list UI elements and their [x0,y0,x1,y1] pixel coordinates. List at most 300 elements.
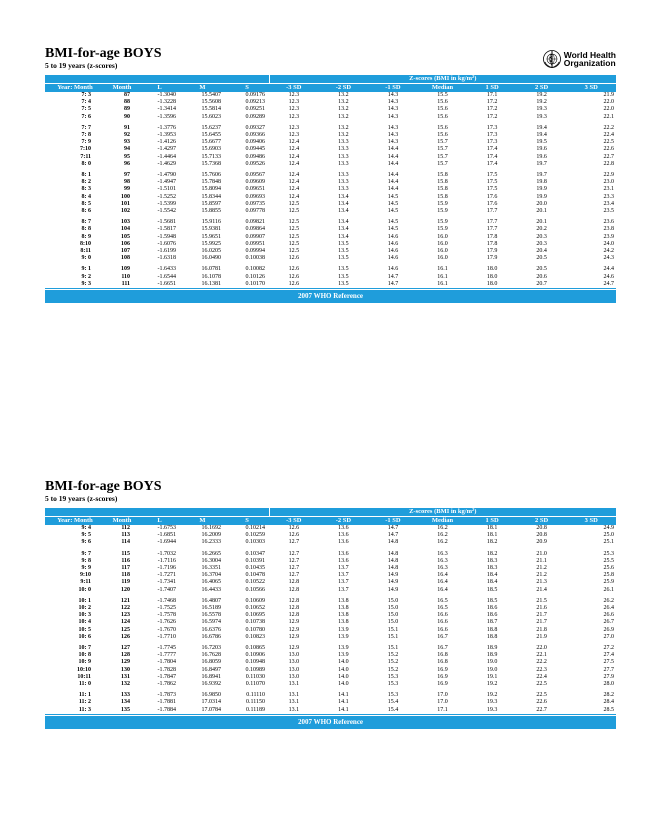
col-month-cell: 98 [124,179,130,186]
col-l-cell: -1.7745 [157,645,176,652]
col-m-cell: 15.7848 [201,179,221,186]
table-footer: 2007 WHO Reference [45,290,616,303]
col-year-month-cell: 7: 8 [81,132,91,139]
col-minus3sd-cell: 12.3 [288,92,300,98]
table-row [45,106,616,113]
col-minus1sd-cell: 14.3 [387,99,399,106]
col-1sd-cell: 18.2 [486,539,498,546]
col-3sd-cell: 24.4 [603,266,614,273]
col-3sd-cell: 21.9 [603,92,614,98]
table-row [45,619,616,626]
col-2sd-cell: 21.0 [536,550,547,557]
col-2sd-cell: 21.7 [536,619,547,626]
col-year-month-cell: 8:11 [80,248,91,255]
col-3sd-cell: 28.2 [603,692,614,699]
col-s-cell: 0.10652 [245,605,266,612]
col-3sd-cell: 24.2 [603,248,614,255]
col-year-month-cell: 8: 8 [81,226,91,233]
col-median-cell: 15.9 [437,200,448,207]
col-1sd-cell: 17.5 [486,179,498,186]
col-median-cell: 16.8 [437,659,448,666]
col-year-month-cell: 9: 6 [81,539,91,546]
col-median-cell: 15.9 [437,219,448,226]
col-s-cell: 0.11070 [245,681,266,688]
col-2sd-cell: 22.5 [536,692,547,699]
col-minus2sd-cell: 13.8 [338,605,349,612]
col-median-cell: 15.6 [437,113,448,120]
col-month-cell: 135 [105,707,139,715]
table-row [45,692,616,699]
col-2sd-cell: 22.3 [536,666,547,673]
col-minus2sd-cell: 13.3 [338,139,349,146]
col-minus3sd-cell: 12.8 [288,605,300,612]
col-minus1sd-cell: 15.1 [387,626,399,633]
table-row [45,674,616,681]
col-median-cell: 17.1 [418,707,468,715]
col-l-cell: -1.6318 [157,255,176,262]
col-median-cell: 17.0 [437,699,448,706]
col-2sd-cell: 21.4 [536,586,547,593]
table-row [45,266,616,273]
col-2sd-cell: 22.4 [536,673,547,680]
table-row [45,139,616,146]
table-footer: 2007 WHO Reference [45,716,616,729]
col-m-cell: 16.0781 [201,266,221,273]
col-s-cell: 0.11150 [245,699,266,706]
table-row [45,234,616,241]
col-3sd-cell: 23.1 [603,186,614,193]
col-minus3sd-cell: 12.7 [288,539,300,546]
col-minus2sd-cell: 14.0 [338,673,349,680]
col-median-cell: 16.6 [437,612,448,619]
col-minus3sd-cell: 13.1 [288,692,300,699]
col-minus3sd-cell: 12.6 [288,255,300,262]
col-2sd-cell: 20.7 [517,281,567,289]
col-2sd-cell: 21.2 [536,565,547,572]
col-month-cell: 113 [121,532,130,539]
col-3sd-cell: 25.3 [603,550,614,557]
col-minus1sd-cell: 14.4 [387,186,399,193]
col-year-month-cell: 9: 2 [81,273,91,280]
col-minus3sd-cell: 12.8 [288,586,300,593]
col-s-cell: 0.10522 [245,579,266,586]
col-3sd-cell: 25.5 [603,557,614,564]
col-median-cell: 15.6 [437,99,448,106]
col-minus1sd-cell: 14.5 [387,208,399,215]
col-3sd-header: 3 SD [566,84,616,93]
col-m-cell: 15.6237 [201,124,221,131]
table-row [45,634,616,641]
col-1sd-cell: 18.9 [486,645,498,652]
col-3sd-cell: 26.9 [603,626,614,633]
col-1sd-cell: 18.5 [486,597,498,604]
col-l-cell: -1.7873 [157,692,176,699]
col-3sd-cell: 23.0 [603,179,614,186]
col-1sd-cell: 17.8 [486,240,498,247]
col-median-cell: 16.5 [437,597,448,604]
col-l-cell: -1.7271 [157,572,176,579]
col-year-month-cell: 9: 5 [81,532,91,539]
col-minus1sd-cell: 14.8 [387,557,399,564]
col-median-cell: 16.0 [437,248,448,255]
col-minus1sd-cell: 15.0 [387,597,399,604]
col-2sd-cell: 20.1 [536,208,547,215]
col-minus1sd-cell: 14.7 [368,281,418,289]
col-3sd-cell: 26.1 [603,586,614,593]
col-minus1sd-cell: 15.2 [387,666,399,673]
col-2sd-cell: 20.3 [536,233,547,240]
col-s-cell: 0.09693 [245,193,266,200]
col-year-month-cell: 11: 2 [78,699,91,706]
col-minus2sd-cell: 13.4 [338,226,349,233]
col-3sd-cell: 22.7 [603,153,614,160]
col-2sd-cell: 19.4 [536,132,547,139]
col-minus3sd-cell: 12.3 [288,124,300,131]
col-year-month-cell: 8: 1 [81,172,91,179]
col-minus3sd-cell: 12.9 [288,626,300,633]
col-minus2sd-cell: 13.2 [338,92,349,98]
logo-line-2: Organization [563,58,616,68]
col-1sd-cell: 17.7 [486,226,498,233]
col-month-cell: 124 [121,619,130,626]
col-minus2sd-cell: 13.8 [338,612,349,619]
col-1sd-cell: 18.0 [486,273,498,280]
col-median-cell: 16.0 [437,240,448,247]
col-m-cell: 16.9392 [201,681,221,688]
col-minus3sd-cell: 12.5 [288,248,300,255]
col-l-cell: -1.7196 [157,565,176,572]
col-minus1sd-cell: 15.2 [387,652,399,659]
col-s-cell: 0.11110 [246,692,266,699]
col-year-month-cell: 10: 8 [78,652,91,659]
table-row [45,219,616,226]
col-minus1sd-cell: 15.0 [387,612,399,619]
col-year-month-cell: 9: 7 [81,550,91,557]
col-2sd-cell: 19.5 [536,139,547,146]
col-s-cell: 0.09907 [245,233,266,240]
col-1sd-cell: 17.6 [486,200,498,207]
col-month-cell: 108 [121,255,130,262]
col-year-month-cell: 9: 9 [81,565,91,572]
col-l-cell: -1.3953 [157,132,176,139]
table-row [45,186,616,193]
col-month-cell: 121 [121,597,130,604]
bmi-table [45,75,616,289]
col-minus3sd-cell: 12.8 [288,579,300,586]
col-month-cell: 120 [121,586,130,593]
col-m-cell: 16.0490 [201,255,221,262]
col-1sd-cell: 17.8 [486,233,498,240]
col-3sd-cell: 24.0 [603,240,614,247]
col-minus3sd-cell: 12.9 [288,619,300,626]
col-minus1sd-cell: 14.6 [387,240,399,247]
col-minus3sd-cell: 13.0 [288,673,300,680]
col-minus2sd-cell: 13.4 [338,193,349,200]
col-1sd-cell: 17.1 [486,92,498,98]
col-1sd-cell: 17.9 [486,248,498,255]
col-minus2sd-cell: 13.8 [338,597,349,604]
col-year-month-header: Year: Month [45,517,105,526]
table-row [45,539,616,546]
col-l-cell: -1.5252 [157,193,176,200]
col-l-cell: -1.5681 [157,219,176,226]
col-minus1sd-cell: 14.8 [387,565,399,572]
col-median-cell: 16.8 [437,652,448,659]
col-1sd-cell: 18.6 [486,612,498,619]
table-row [45,248,616,255]
col-2sd-cell: 19.8 [536,179,547,186]
col-month-cell: 130 [121,666,130,673]
col-minus1sd-cell: 15.2 [387,659,399,666]
bmi-table [45,508,616,715]
col-1sd-header: 1 SD [467,517,517,526]
col-median-cell: 16.1 [437,273,448,280]
col-minus1sd-cell: 14.6 [387,266,399,273]
col-3sd-cell: 24.6 [603,273,614,280]
col-l-cell: -1.3228 [157,99,176,106]
col-year-month-cell: 7:10 [80,146,91,153]
col-month-cell: 123 [121,612,130,619]
col-month-cell: 132 [121,681,130,688]
col-1sd-cell: 17.7 [486,208,498,215]
col-month-cell: 134 [121,699,130,706]
col-3sd-cell: 25.1 [603,539,614,546]
col-1sd-cell: 18.0 [486,266,498,273]
col-minus2sd-cell: 13.7 [338,586,349,593]
col-year-month-cell: 10: 4 [78,619,91,626]
col-month-cell: 101 [121,200,130,207]
col-2sd-cell: 19.6 [536,146,547,153]
col-minus2sd-cell: 13.9 [338,626,349,633]
col-minus2sd-cell: 13.6 [338,532,349,539]
col-m-cell: 16.2009 [201,532,221,539]
col-m-cell: 16.7203 [201,645,221,652]
col-l-cell: -1.4126 [157,139,176,146]
col-minus2sd-header: -2 SD [319,84,369,93]
col-m-cell: 15.7606 [201,172,221,179]
col-minus1sd-cell: 15.4 [368,707,418,715]
col-l-cell: -1.6076 [157,240,176,247]
col-month-header: Month [105,517,139,526]
col-s-cell: 0.09821 [245,219,266,226]
col-minus1sd-cell: 14.7 [387,532,399,539]
col-s-cell: 0.10170 [225,281,269,289]
col-minus1sd-cell: 14.4 [387,146,399,153]
col-median-cell: 15.7 [437,146,448,153]
col-year-month-cell: 8: 4 [81,193,91,200]
col-2sd-cell: 21.8 [536,626,547,633]
col-l-cell: -1.3040 [157,92,176,98]
col-median-cell: 17.0 [437,692,448,699]
col-month-cell: 103 [121,219,130,226]
col-minus3sd-header: -3 SD [269,84,319,93]
col-m-cell: 16.8941 [201,673,221,680]
col-s-cell: 0.10948 [245,659,266,666]
col-l-cell: -1.7525 [157,605,176,612]
col-minus3sd-cell: 12.4 [288,172,300,179]
col-month-cell: 110 [121,273,130,280]
zscores-header: Z-scores (BMI in $kg/m^2$) [269,75,616,84]
col-minus3sd-cell: 12.3 [288,132,300,139]
col-minus1sd-cell: 14.6 [387,233,399,240]
col-year-month-cell: 10:11 [77,673,91,680]
col-minus1sd-cell: 14.5 [387,219,399,226]
col-l-cell: -1.3596 [157,113,176,120]
col-minus2sd-cell: 13.7 [338,579,349,586]
col-l-cell: -1.6544 [157,273,176,280]
col-minus2sd-header: -2 SD [319,517,369,526]
col-s-cell: 0.10823 [245,633,266,640]
col-minus2sd-cell: 13.6 [338,550,349,557]
col-minus3sd-cell: 12.9 [288,645,300,652]
col-1sd-cell: 18.1 [486,525,498,531]
col-month-cell: 96 [124,160,130,167]
table-row [45,532,616,539]
col-minus1sd-cell: 14.3 [387,139,399,146]
col-minus3sd-cell: 13.1 [269,707,319,715]
col-2sd-cell: 19.7 [536,160,547,167]
col-s-cell: 0.10038 [245,255,266,262]
col-minus2sd-cell: 13.5 [338,266,349,273]
col-3sd-cell: 27.4 [603,652,614,659]
col-month-cell: 105 [121,233,130,240]
col-median-cell: 16.2 [437,539,448,546]
col-minus3sd-cell: 12.5 [288,240,300,247]
col-year-month-cell: 7:11 [80,153,91,160]
col-minus2sd-cell: 13.2 [338,132,349,139]
col-month-cell: 97 [124,172,130,179]
col-minus2sd-cell: 13.4 [338,233,349,240]
table-row [45,645,616,652]
col-3sd-cell: 22.6 [603,146,614,153]
col-s-header: S [225,517,269,526]
col-year-month-cell: 10: 6 [78,633,91,640]
col-s-cell: 0.10214 [245,525,266,531]
col-year-month-cell: 10: 0 [78,586,91,593]
col-l-cell: -1.4790 [157,172,176,179]
col-minus2sd-cell: 13.4 [338,208,349,215]
col-minus2sd-cell: 13.6 [338,539,349,546]
col-year-month-cell: 9: 0 [81,255,91,262]
col-s-cell: 0.09251 [245,106,266,113]
col-median-cell: 16.4 [437,579,448,586]
col-l-cell: -1.6433 [157,266,176,273]
col-3sd-cell: 27.7 [603,666,614,673]
col-year-month-cell: 7: 9 [81,139,91,146]
col-m-cell: 15.8344 [201,193,221,200]
table-row [45,707,616,715]
col-year-month-cell: 7: 4 [81,99,91,106]
col-minus1sd-cell: 14.5 [387,226,399,233]
col-l-cell: -1.7777 [157,652,176,659]
col-2sd-cell: 19.7 [536,172,547,179]
col-median-header: Median [418,84,468,93]
col-year-month-cell: 8: 7 [81,219,91,226]
col-3sd-cell: 26.6 [603,612,614,619]
col-minus3sd-cell: 12.4 [288,179,300,186]
col-3sd-header: 3 SD [566,517,616,526]
col-m-header: M [180,84,225,93]
col-median-cell: 15.8 [437,172,448,179]
col-2sd-cell: 19.9 [536,186,547,193]
col-minus2sd-cell: 13.9 [338,652,349,659]
table-row [45,274,616,281]
col-s-cell: 0.10082 [245,266,266,273]
col-3sd-cell: 28.0 [603,681,614,688]
col-2sd-cell: 22.2 [536,659,547,666]
col-minus2sd-cell: 13.9 [338,645,349,652]
col-minus1sd-cell: 14.9 [387,586,399,593]
table-row [45,146,616,153]
col-l-cell: -1.6199 [157,248,176,255]
col-l-cell: -1.7881 [157,699,176,706]
col-s-cell: 0.10303 [245,539,266,546]
col-minus2sd-cell: 13.8 [338,619,349,626]
col-m-cell: 15.6677 [201,139,221,146]
col-1sd-cell: 19.3 [467,707,517,715]
col-l-cell: -1.3414 [157,106,176,113]
col-m-cell: 15.7368 [201,160,221,167]
col-m-cell: 16.6376 [201,626,221,633]
col-s-cell: 0.09994 [245,248,266,255]
col-3sd-cell: 27.2 [603,645,614,652]
col-s-cell: 0.10259 [245,532,266,539]
col-minus1sd-cell: 14.7 [387,525,399,531]
col-year-month-cell: 8: 6 [81,208,91,215]
col-2sd-cell: 19.9 [536,193,547,200]
col-s-cell: 0.09406 [245,139,266,146]
col-m-cell: 17.0784 [180,707,225,715]
col-2sd-cell: 20.8 [536,525,547,531]
col-m-cell: 16.3704 [201,572,221,579]
table-row [45,551,616,558]
col-minus1sd-cell: 14.4 [387,160,399,167]
col-minus3sd-cell: 12.5 [288,233,300,240]
col-minus2sd-cell: 13.2 [338,113,349,120]
col-3sd-cell: 22.2 [603,124,614,131]
col-minus1sd-cell: 14.9 [387,579,399,586]
table-row [45,579,616,586]
col-minus1sd-cell: 14.3 [387,132,399,139]
col-l-cell: -1.7847 [157,673,176,680]
col-l-cell: -1.7578 [157,612,176,619]
col-2sd-cell: 22.5 [536,681,547,688]
col-minus2sd-cell: 13.3 [338,153,349,160]
col-2sd-cell: 20.4 [536,248,547,255]
col-median-cell: 16.1 [437,266,448,273]
col-month-cell: 92 [124,132,130,139]
col-m-cell: 15.9651 [201,233,221,240]
col-1sd-cell: 17.5 [486,172,498,179]
col-median-header: Median [418,517,468,526]
col-minus3sd-cell: 12.8 [288,597,300,604]
table-row [45,161,616,168]
col-2sd-header: 2 SD [517,84,567,93]
col-minus3sd-cell: 12.7 [288,565,300,572]
table-row [45,179,616,186]
col-2sd-cell: 21.2 [536,572,547,579]
col-s-cell: 0.11030 [245,673,266,680]
col-s-cell: 0.10609 [245,597,266,604]
col-month-cell: 87 [124,92,130,98]
col-m-cell: 16.6786 [201,633,221,640]
table-row [45,587,616,594]
col-minus3sd-cell: 12.3 [288,106,300,113]
col-median-cell: 16.4 [437,572,448,579]
col-1sd-cell: 17.4 [486,146,498,153]
col-median-cell: 16.9 [437,681,448,688]
col-l-cell: -1.7032 [157,550,176,557]
